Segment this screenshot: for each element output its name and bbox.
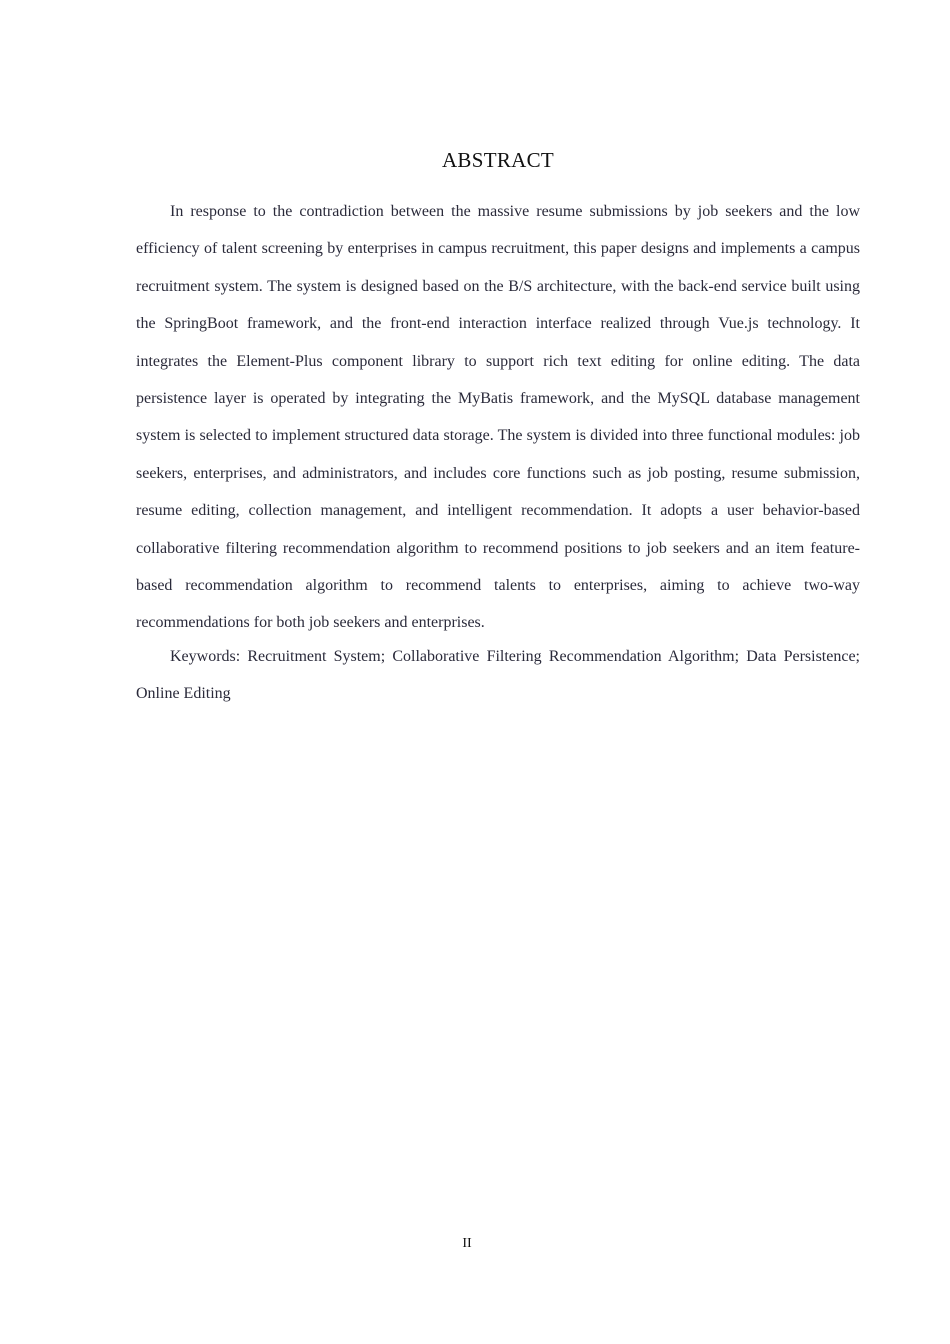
abstract-title: ABSTRACT (441, 148, 555, 172)
abstract-body (136, 193, 860, 642)
page-number: II (462, 1236, 472, 1251)
abstract-paragraph: In response to the contradiction between the massive resume submissions by job seekers and the low efficiency of talent screening by enterprises in campus recruitment, this paper designs and implements a campus recruitment system. The system is designed based on the B/S architecture, with the back-end service built using the SpringBoot framework, and the front-end interaction interface realized through Vue.js technology. It integrates the Element-Plus component library to support rich text editing for online editing. The data persistence layer is operated by integrating the MyBatis framework, and the MySQL database management system is selected to implement structured data storage. The system is divided into three functional modules: job seekers, enterprises, and administrators, and includes core functions such as job posting, resume submission, resume editing, collection management, and intelligent recommendation. It adopts a user behavior-based collaborative filtering recommendation algorithm to recommend positions to job seekers and an item feature-based recommendation algorithm to recommend talents to enterprises, aiming to achieve two-way recommendations for both job seekers and enterprises. (136, 203, 860, 632)
keywords-line: Keywords: Recruitment System; Collaborative Filtering Recommendation Algorithm; Data Persistence; Online Editing (136, 648, 860, 702)
